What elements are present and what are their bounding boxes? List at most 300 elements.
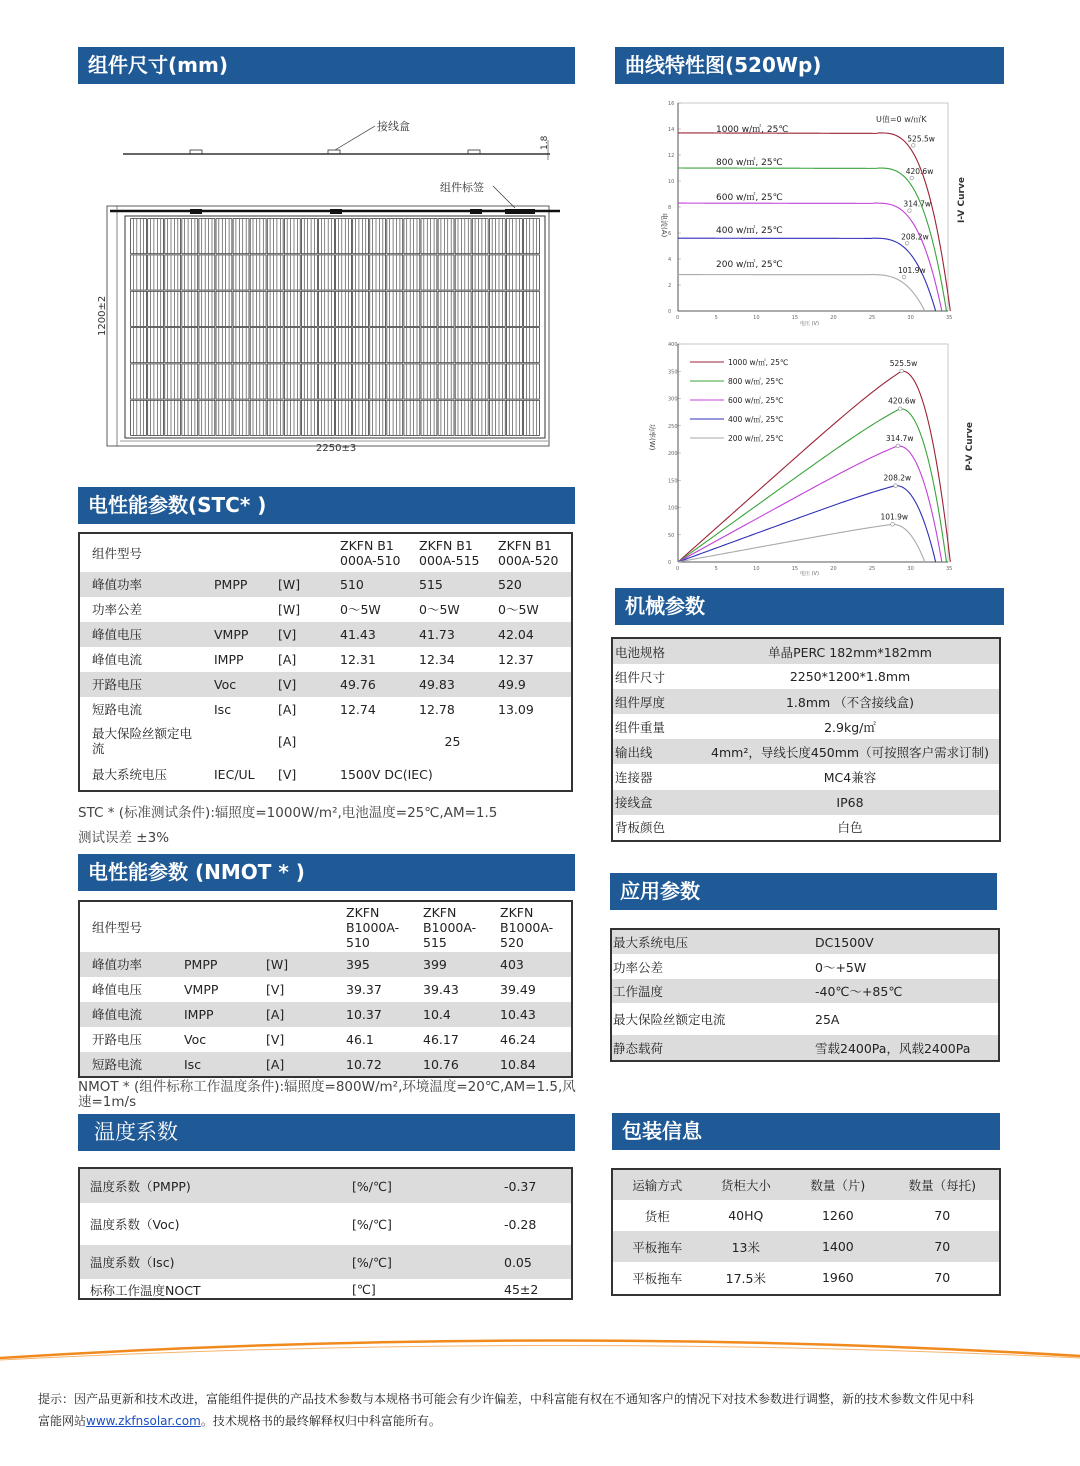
pack-cell: 1400 (821, 1239, 854, 1254)
max-power-label: 101.9w (880, 512, 909, 522)
pack-cell: 13米 (731, 1239, 761, 1255)
mech-row (613, 764, 999, 789)
solar-cell (199, 400, 215, 435)
solar-cell (233, 219, 249, 254)
solar-cell (506, 400, 522, 435)
solar-cell (199, 291, 215, 326)
pack-cell: 1960 (821, 1270, 854, 1285)
nmot-cell: [A] (266, 1056, 285, 1072)
stc-cell: 12.78 (419, 702, 455, 717)
nmot-cell (178, 902, 260, 952)
app-cell: 25A (815, 1011, 840, 1027)
stc-cell: 49.76 (340, 677, 376, 692)
solar-cell (421, 291, 437, 326)
pv-ylabel: 功率(W) (648, 424, 656, 451)
legend-entry: 1000 w/㎡, 25℃ (728, 358, 789, 367)
solar-cell (404, 219, 420, 254)
mech-row (613, 815, 999, 840)
solar-cell (353, 255, 369, 290)
solar-cell (182, 400, 198, 435)
solar-cell (370, 328, 386, 363)
nmot-row (80, 977, 571, 1002)
pack-header-cell: 数量（片) (810, 1178, 866, 1193)
stc-cell: IEC/UL (214, 766, 255, 782)
nmot-cell: 峰值功率 (92, 957, 143, 972)
y-tick-label: 50 (668, 532, 675, 539)
pack-cell: 平板拖车 (632, 1270, 683, 1286)
stc-cell: 12.31 (340, 652, 376, 667)
solar-cell (267, 328, 283, 363)
pack-cell: 平板拖车 (632, 1239, 683, 1255)
solar-cell (387, 364, 403, 399)
nmot-cell: 399 (423, 957, 447, 972)
solar-cell (182, 291, 198, 326)
temp-cell: [%/℃] (352, 1216, 392, 1232)
solar-cell (524, 255, 540, 290)
solar-cell (284, 328, 300, 363)
mech-cell: 组件厚度 (615, 694, 666, 710)
stc-cell (208, 534, 272, 572)
max-power-label: 420.6w (905, 167, 934, 177)
mech-row (613, 664, 999, 689)
max-power-label: 314.7w (903, 199, 932, 209)
solar-cell (199, 328, 215, 363)
temp-cell: [%/℃] (352, 1178, 392, 1194)
solar-cell (524, 364, 540, 399)
solar-cell (524, 219, 540, 254)
mech-row (613, 689, 999, 714)
mech-cell: 背板颜色 (615, 820, 666, 836)
nmot-cell: 10.72 (346, 1056, 382, 1072)
max-power-point (910, 176, 914, 180)
y-tick-label: 0 (668, 560, 672, 566)
stc-cell: 13.09 (498, 702, 534, 717)
stc-cell: 42.04 (498, 627, 534, 642)
solar-cell (182, 364, 198, 399)
footer-line-1: 提示：因产品更新和技术改进，富能组件提供的产品技术参数与本规格书可能会有少许偏差，中科富能有权在不通知客户的情况下对技术参数进行调整，新的技术参数文件见中科 (38, 1392, 975, 1406)
nmot-cell: [W] (266, 957, 289, 972)
stc-cell: 41.73 (419, 627, 455, 642)
solar-cell (319, 219, 335, 254)
stc-cell: [A] (278, 733, 297, 749)
temp-cell: [℃] (352, 1282, 376, 1297)
solar-cell (319, 255, 335, 290)
thickness-label: 1.8 (540, 135, 550, 150)
y-tick-label: 6 (668, 231, 672, 237)
solar-cell (284, 400, 300, 435)
solar-cell (199, 255, 215, 290)
max-power-point (891, 523, 895, 527)
y-tick-label: 0 (668, 309, 672, 315)
app-row (612, 1003, 998, 1035)
stc-cell (208, 597, 272, 622)
solar-cell (455, 400, 471, 435)
max-power-point (905, 241, 909, 245)
section-header-app: 应用参数 (610, 873, 997, 910)
stc-cell: PMPP (214, 577, 248, 592)
mech-cell: IP68 (836, 794, 864, 810)
pack-cell: 1260 (821, 1208, 854, 1223)
solar-cell (233, 328, 249, 363)
stc-cell: 开路电压 (92, 677, 143, 692)
x-tick-label: 10 (753, 566, 760, 572)
legend-entry: 400 w/㎡, 25℃ (716, 226, 783, 236)
solar-cell (148, 291, 164, 326)
temp-row (80, 1169, 571, 1203)
nmot-cell: [V] (266, 1032, 285, 1047)
stc-cell: VMPP (214, 627, 249, 642)
solar-cell (131, 219, 147, 254)
solar-cell (131, 364, 147, 399)
nmot-cell: 39.37 (346, 982, 382, 997)
stc-cell: 12.74 (340, 702, 376, 717)
solar-cell (489, 291, 505, 326)
iv-corner-label: U值=0 w/㎡K (876, 115, 927, 124)
stc-row (80, 572, 571, 597)
nmot-cell: 39.49 (500, 982, 536, 997)
solar-cell (216, 328, 232, 363)
mech-cell: 组件重量 (615, 719, 666, 735)
temp-cell: 温度系数（Voc) (90, 1217, 180, 1232)
nmot-cell: 46.1 (346, 1032, 374, 1047)
solar-cell (421, 364, 437, 399)
y-tick-label: 350 (668, 369, 678, 376)
solar-cell (233, 400, 249, 435)
max-power-label: 525.5w (907, 134, 935, 144)
website-link[interactable]: www.zkfnsolar.com (86, 1414, 201, 1428)
solar-cell (421, 400, 437, 435)
solar-cell (284, 219, 300, 254)
solar-cell (387, 255, 403, 290)
nmot-cell: VMPP (184, 982, 219, 997)
solar-cell (472, 328, 488, 363)
nmot-cell: 组件型号 (92, 919, 143, 935)
max-power-label: 314.7w (885, 433, 914, 443)
solar-cell (284, 364, 300, 399)
nmot-cell: 46.17 (423, 1032, 459, 1047)
solar-cell (472, 364, 488, 399)
pack-header-cell: 运输方式 (632, 1178, 683, 1193)
stc-cell: [V] (278, 627, 297, 642)
stc-cell: 510 (340, 577, 364, 592)
pack-header-cell: 货柜大小 (720, 1178, 771, 1193)
solar-cell (438, 255, 454, 290)
section-header-temp: 温度系数 (78, 1114, 575, 1151)
solar-cell (506, 219, 522, 254)
pv-xlabel: 电压 (V) (800, 571, 819, 577)
mech-cell: 2.9kg/㎡ (824, 719, 876, 735)
temp-cell: 温度系数（Isc) (90, 1255, 175, 1270)
y-tick-label: 4 (668, 257, 672, 263)
solar-cell (284, 291, 300, 326)
solar-cell (267, 255, 283, 290)
pack-cell: 17.5米 (725, 1270, 766, 1286)
nmot-cell: ZKFN B1000A- 515 (423, 904, 477, 950)
stc-note: STC * (标准测试条件):辐照度=1000W/m²,电池温度=25℃,AM=1.5 (78, 805, 498, 821)
mech-cell: 组件尺寸 (615, 669, 666, 685)
temp-cell: 温度系数（PMPP) (90, 1179, 191, 1194)
solar-cell (353, 291, 369, 326)
decorative-orange-line (0, 1330, 1080, 1370)
app-cell: 雪载2400Pa，风载2400Pa (815, 1040, 971, 1056)
solar-cell (336, 219, 352, 254)
app-cell: -40℃～+85℃ (815, 984, 903, 999)
footer-line-2 (38, 1410, 1038, 1432)
x-tick-label: 5 (714, 566, 718, 572)
app-cell: DC1500V (815, 934, 874, 950)
solar-cell (301, 328, 317, 363)
x-tick-label: 30 (907, 315, 914, 321)
solar-cell (489, 255, 505, 290)
x-tick-label: 35 (946, 315, 953, 321)
x-tick-label: 10 (753, 315, 760, 321)
solar-cell (165, 255, 181, 290)
solar-cell (250, 328, 266, 363)
stc-row-sysv (80, 760, 571, 788)
pack-header-cell: 数量（每托) (908, 1178, 976, 1193)
mech-cell: 连接器 (615, 770, 653, 786)
solar-cell (421, 255, 437, 290)
y-tick-label: 8 (668, 205, 672, 211)
module-label-callout: 组件标签 (440, 181, 484, 194)
stc-cell: Isc (214, 702, 232, 717)
x-tick-label: 15 (791, 566, 799, 572)
stc-cell: 12.34 (419, 652, 455, 667)
pack-row (613, 1262, 999, 1293)
solar-cell (387, 328, 403, 363)
app-row (612, 930, 998, 954)
solar-cell (267, 400, 283, 435)
solar-cell (455, 364, 471, 399)
legend-entry: 800 w/㎡, 25℃ (728, 377, 784, 386)
section-header-dimensions: 组件尺寸(mm) (78, 47, 575, 84)
stc-cell: 短路电流 (92, 702, 143, 717)
stc-cell: 520 (498, 577, 522, 592)
solar-cell (489, 364, 505, 399)
solar-cell (182, 328, 198, 363)
legend-entry: 200 w/㎡, 25℃ (728, 434, 784, 443)
stc-cell: 12.37 (498, 652, 534, 667)
app-cell: 功率公差 (613, 959, 664, 975)
nmot-cell: 46.24 (500, 1032, 536, 1047)
stc-cell: ZKFN B1 000A-510 (340, 538, 401, 568)
solar-cell (131, 328, 147, 363)
solar-cell (524, 291, 540, 326)
module-dimension-drawing (90, 110, 570, 455)
solar-cell (216, 219, 232, 254)
iv-ylabel: 电流(A) (660, 213, 668, 238)
solar-cell (199, 364, 215, 399)
nmot-row (80, 1052, 571, 1076)
section-header-nmot: 电性能参数 (NMOT * ) (78, 854, 575, 891)
solar-cell (233, 364, 249, 399)
solar-cell (353, 400, 369, 435)
nmot-cell: ZKFN B1000A- 520 (500, 904, 554, 950)
mech-cell: 单晶PERC 182mm*182mm (768, 644, 932, 660)
solar-cell (370, 400, 386, 435)
mech-table (611, 637, 1001, 842)
section-header-curves: 曲线特性图(520Wp) (615, 47, 1004, 84)
app-cell: 最大保险丝额定电流 (613, 1012, 726, 1027)
footer-text-a: 富能网站 (38, 1414, 87, 1428)
pv-side-label: P-V Curve (965, 421, 975, 471)
solar-cell (250, 400, 266, 435)
solar-cell (524, 328, 540, 363)
solar-cell (370, 291, 386, 326)
x-tick-label: 35 (946, 566, 953, 572)
pack-cell: 70 (934, 1239, 951, 1254)
temp-cell: -0.28 (504, 1216, 537, 1232)
temp-row (80, 1245, 571, 1279)
solar-cell (524, 400, 540, 435)
x-tick-label: 20 (830, 315, 837, 321)
mech-cell: 输出线 (615, 744, 653, 760)
solar-cell (506, 364, 522, 399)
solar-cell (301, 291, 317, 326)
solar-cell (421, 219, 437, 254)
solar-cell (216, 291, 232, 326)
solar-cell (267, 219, 283, 254)
solar-cell (336, 291, 352, 326)
solar-cell (267, 364, 283, 399)
stc-cell: [W] (278, 602, 301, 617)
stc-cell: [V] (278, 766, 297, 782)
legend-entry: 600 w/㎡, 25℃ (728, 396, 784, 405)
solar-cell (301, 364, 317, 399)
solar-cell (131, 291, 147, 326)
solar-cell (336, 328, 352, 363)
stc-cell: 49.83 (419, 677, 455, 692)
solar-cell (216, 400, 232, 435)
solar-cell (165, 291, 181, 326)
y-tick-label: 250 (668, 423, 678, 430)
solar-cell (506, 255, 522, 290)
nmot-table (78, 900, 573, 1078)
solar-cell (301, 255, 317, 290)
temp-cell: 0.05 (504, 1254, 532, 1270)
stc-row (80, 597, 571, 622)
max-power-point (908, 209, 912, 213)
nmot-cell: Voc (184, 1032, 207, 1047)
stc-cell: 515 (419, 577, 443, 592)
solar-cell (353, 364, 369, 399)
solar-cell (199, 219, 215, 254)
nmot-cell: 10.4 (423, 1007, 451, 1022)
temp-cell: [%/℃] (352, 1254, 392, 1270)
stc-cell: 峰值电流 (92, 652, 143, 667)
solar-cell (165, 328, 181, 363)
stc-cell: Voc (214, 677, 237, 692)
legend-entry: 400 w/㎡, 25℃ (728, 415, 784, 424)
y-tick-label: 100 (668, 505, 678, 512)
mech-row (613, 790, 999, 815)
mech-cell: 白色 (837, 820, 863, 836)
y-tick-label: 150 (668, 478, 678, 485)
legend-entry: 600 w/㎡, 25℃ (716, 193, 783, 203)
junction-box-label: 接线盒 (377, 120, 410, 133)
solar-cell (387, 291, 403, 326)
nmot-cell: Isc (184, 1056, 202, 1072)
width-dimension: 2250±3 (316, 443, 357, 454)
solar-cell (336, 364, 352, 399)
mech-row (613, 739, 999, 764)
solar-cell (284, 255, 300, 290)
max-power-label: 208.2w (901, 232, 929, 242)
solar-cell (165, 364, 181, 399)
solar-cell (506, 328, 522, 363)
footer-text-b: 。技术规格书的最终解释权归中科富能所有。 (200, 1414, 441, 1428)
iv-curve-chart (650, 98, 980, 328)
solar-cell (336, 400, 352, 435)
max-power-point (902, 275, 906, 279)
stc-cell: [V] (278, 677, 297, 692)
stc-row (80, 622, 571, 647)
nmot-row (80, 902, 571, 952)
solar-cell (404, 400, 420, 435)
x-tick-label: 30 (907, 566, 914, 572)
mech-cell: 接线盒 (615, 795, 653, 811)
y-tick-label: 2 (668, 283, 672, 289)
stc-cell: 49.9 (498, 677, 526, 692)
mech-cell: 4mm²，导线长度450mm（可按照客户需求订制) (711, 744, 989, 760)
solar-cell (148, 400, 164, 435)
nmot-cell: PMPP (184, 957, 218, 972)
max-power-label: 101.9w (898, 266, 926, 276)
x-tick-label: 20 (830, 566, 837, 572)
pack-header-row (613, 1170, 999, 1200)
max-power-point (911, 144, 915, 148)
solar-cell (148, 364, 164, 399)
y-tick-label: 14 (668, 127, 675, 133)
stc-cell: ZKFN B1 000A-515 (419, 538, 480, 568)
legend-entry: 200 w/㎡, 25℃ (716, 260, 783, 270)
solar-cell (353, 328, 369, 363)
nmot-cell: 395 (346, 957, 370, 972)
solar-cell (404, 364, 420, 399)
solar-cell (438, 328, 454, 363)
temp-row (80, 1203, 571, 1245)
stc-cell: 41.43 (340, 627, 376, 642)
nmot-cell: IMPP (184, 1007, 214, 1022)
app-cell: 工作温度 (613, 984, 664, 999)
solar-cell (319, 364, 335, 399)
solar-cell (404, 328, 420, 363)
footer-disclaimer (38, 1388, 1038, 1432)
solar-cell (131, 255, 147, 290)
section-header-stc: 电性能参数(STC* ) (78, 487, 575, 524)
stc-cell: 1500V DC(IEC) (340, 766, 433, 782)
solar-cell (182, 255, 198, 290)
solar-cell (250, 291, 266, 326)
temp-cell: -0.37 (504, 1178, 537, 1194)
iv-side-label: I-V Curve (957, 177, 967, 223)
stc-cell: 组件型号 (92, 545, 143, 561)
nmot-cell: 10.76 (423, 1056, 459, 1072)
max-power-point (898, 407, 902, 411)
pv-curve-chart (650, 336, 980, 581)
max-power-point (900, 369, 904, 373)
stc-cell: 0～5W (498, 602, 539, 617)
stc-table (78, 532, 573, 792)
solar-cell (233, 255, 249, 290)
app-cell: 静态载荷 (613, 1040, 664, 1056)
height-dimension: 1200±2 (97, 295, 108, 336)
app-table (610, 928, 1000, 1062)
max-power-label: 208.2w (883, 473, 912, 483)
nmot-row (80, 952, 571, 977)
solar-cell (404, 291, 420, 326)
stc-cell: [A] (278, 652, 297, 667)
